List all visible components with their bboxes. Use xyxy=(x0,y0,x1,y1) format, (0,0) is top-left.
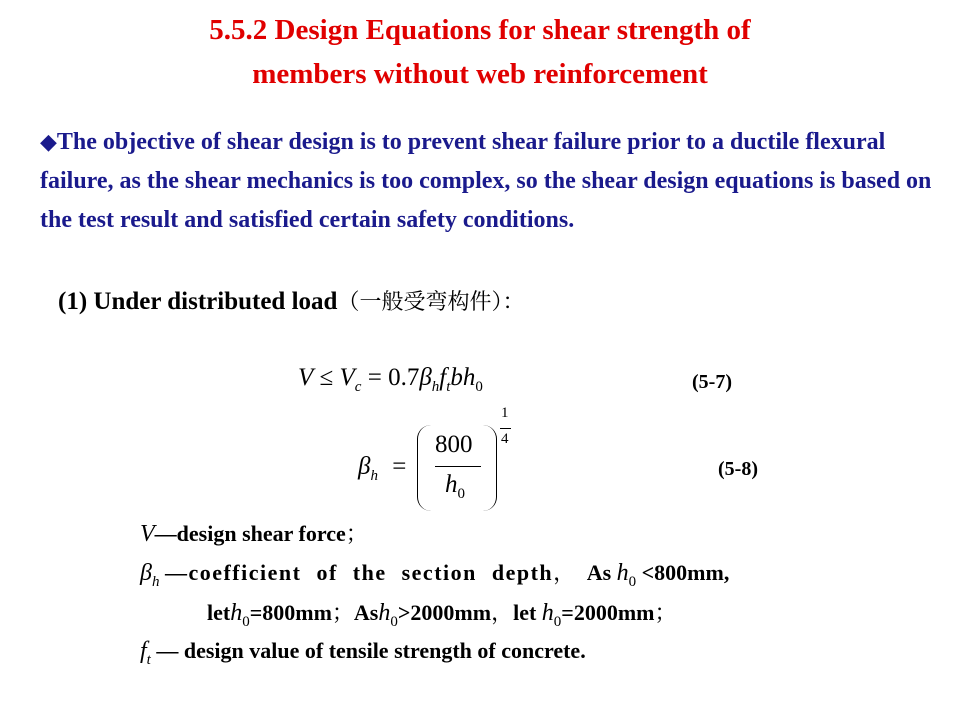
definition-h0-limits xyxy=(207,596,677,631)
eq1-f-sub: t xyxy=(446,379,451,395)
eq2-numerator: 800 xyxy=(435,431,473,458)
eq1-beta: β xyxy=(419,364,432,391)
eq2-equals: = xyxy=(392,453,407,480)
def-eq-800: =800mm xyxy=(249,600,332,625)
objective-text: The objective of shear design is to prevent shear failure prior to a ductile flexural failure, as the shear mechanics is too complex, so the shear design equations is based on the test result and satisfied certain safety conditions. xyxy=(40,129,932,233)
eq2-beta: β xyxy=(358,453,371,480)
def-as-1: As xyxy=(586,560,612,585)
def-h-sub-3: 0 xyxy=(390,614,398,630)
eq1-f: f xyxy=(439,364,447,391)
def-beta-sub: h xyxy=(151,574,160,590)
right-paren xyxy=(482,425,497,511)
eq1-bh: bh xyxy=(450,364,476,391)
def-f-sub: t xyxy=(146,652,151,668)
definition-beta xyxy=(140,556,729,591)
def-lt-800: <800mm, xyxy=(641,560,730,585)
eq1-coef: 0.7 xyxy=(388,364,420,391)
eq1-leq: ≤ xyxy=(319,364,334,391)
definition-v xyxy=(140,517,368,548)
left-paren xyxy=(417,425,432,511)
eq2-exponent-bar xyxy=(500,428,511,429)
eq1-v: V xyxy=(298,364,314,391)
def-comma: ， xyxy=(491,601,514,626)
eq2-den-h: h xyxy=(445,471,458,498)
subheading xyxy=(58,285,524,316)
eq2-exponent-numerator: 1 xyxy=(501,405,509,421)
eq1-beta-sub: h xyxy=(431,379,440,395)
def-v-text: —design shear force xyxy=(154,521,346,546)
def-v-symbol: V xyxy=(140,521,155,547)
subheading-cjk: （一般受弯构件）： xyxy=(337,290,525,315)
def-semi-2: ； xyxy=(654,601,677,626)
slide-title xyxy=(0,8,960,96)
equation-number-5-7: (5-7) xyxy=(692,371,732,393)
eq2-fraction-bar xyxy=(435,466,481,467)
def-f-symbol: f xyxy=(140,638,147,664)
eq1-equals: = xyxy=(367,364,382,391)
def-v-punct: ； xyxy=(345,522,368,547)
def-h-symbol-4: h xyxy=(541,600,554,626)
eq2-beta-sub: h xyxy=(370,468,378,484)
def-h-sub-1: 0 xyxy=(628,574,637,590)
eq2-den-sub: 0 xyxy=(457,486,465,502)
def-let-1: let xyxy=(207,600,231,625)
def-beta-symbol: β xyxy=(140,560,152,586)
equation-number-5-8: (5-8) xyxy=(718,458,758,480)
def-h-symbol-2: h xyxy=(230,600,243,626)
definition-ft xyxy=(140,638,586,669)
eq2-lhs xyxy=(358,453,406,485)
eq2-denominator xyxy=(445,471,465,503)
def-as-2: As xyxy=(353,600,379,625)
title-line-2: members without web reinforcement xyxy=(252,58,708,90)
subheading-text: (1) Under distributed load xyxy=(58,288,338,315)
def-semi-1: ； xyxy=(331,601,354,626)
eq1-h-sub: 0 xyxy=(475,379,483,395)
def-h-symbol-3: h xyxy=(378,600,391,626)
def-eq-2000: =2000mm xyxy=(561,600,655,625)
def-f-text: — design value of tensile strength of concrete. xyxy=(156,638,586,663)
def-let-2: let xyxy=(513,600,537,625)
equation-5-7 xyxy=(298,364,483,396)
def-h-symbol-1: h xyxy=(616,560,629,586)
title-line-1: 5.5.2 Design Equations for shear strength of xyxy=(209,14,751,46)
diamond-bullet-icon: ◆ xyxy=(40,129,57,154)
def-beta-punct: ， xyxy=(553,561,576,586)
def-gt-2000: >2000mm xyxy=(397,600,492,625)
def-h-sub-2: 0 xyxy=(242,614,250,630)
def-beta-text: —coefficient of the section depth xyxy=(164,560,554,585)
eq1-vc-sub: c xyxy=(354,379,362,395)
eq2-exponent-denominator: 4 xyxy=(501,431,509,447)
eq1-vc: V xyxy=(339,364,355,391)
objective-paragraph xyxy=(40,122,940,240)
equation-5-8 xyxy=(355,405,515,515)
def-h-sub-4: 0 xyxy=(553,614,562,630)
